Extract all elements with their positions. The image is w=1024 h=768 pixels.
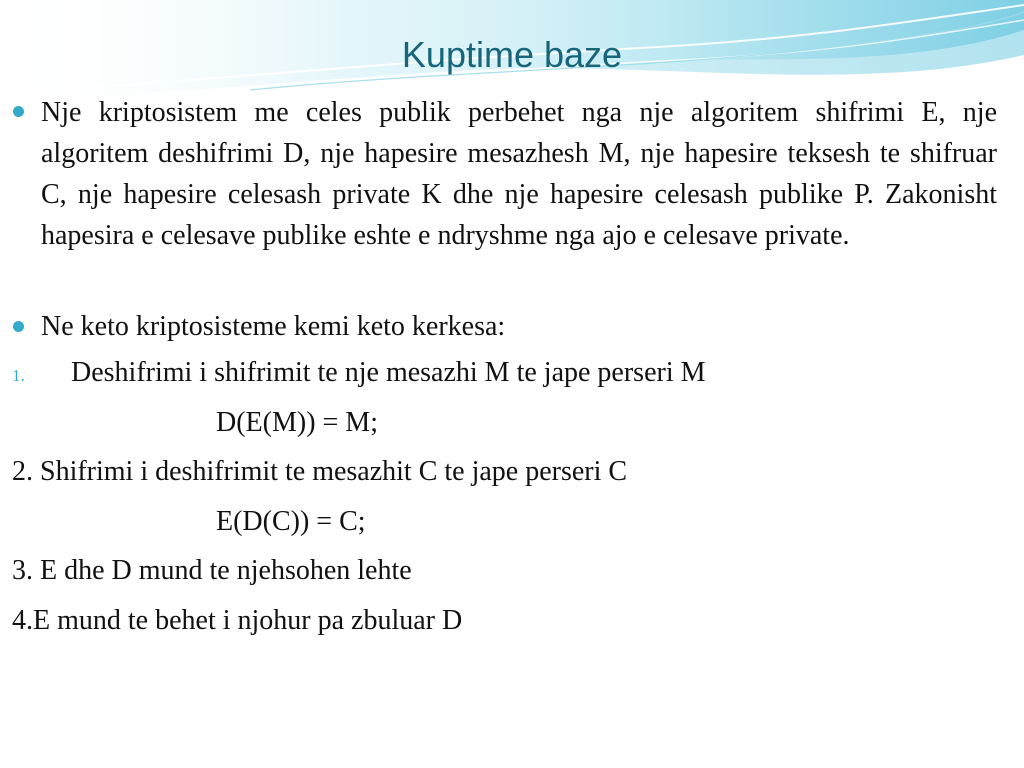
bullet-paragraph-definition: Nje kriptosistem me celes publik perbehet nga nje algoritem shifrimi E, nje algoritem deshifrimi D, nje hapesire mesazhesh M, nje hapesire teksesh te shifruar C, nje hapesire celesash private K dhe nje hapesire celesash publike P. Zakonisht hapesira e celesave publike eshte e ndryshme nga ajo e celesave private. [41, 97, 997, 251]
requirement-3-text: 3. E dhe D mund te njehsohen lehte [12, 555, 412, 586]
formula-1: D(E(M)) = M; [216, 407, 378, 438]
bullet-paragraph-requirements-intro: Ne keto kriptosisteme kemi keto kerkesa: [41, 311, 506, 342]
requirement-4-text: 4.E mund te behet i njohur pa zbuluar D [12, 605, 463, 636]
requirement-2-text: 2. Shifrimi i deshifrimit te mesazhit C te jape perseri C [12, 456, 628, 487]
list-number: 1. [12, 366, 25, 385]
bullet-dot-icon [13, 106, 24, 117]
slide-title: Kuptime baze [401, 34, 623, 75]
bullet-dot-icon [13, 321, 24, 332]
requirement-1-text: Deshifrimi i shifrimit te nje mesazhi M te jape perseri M [71, 357, 706, 388]
formula-2: E(D(C)) = C; [216, 506, 366, 537]
